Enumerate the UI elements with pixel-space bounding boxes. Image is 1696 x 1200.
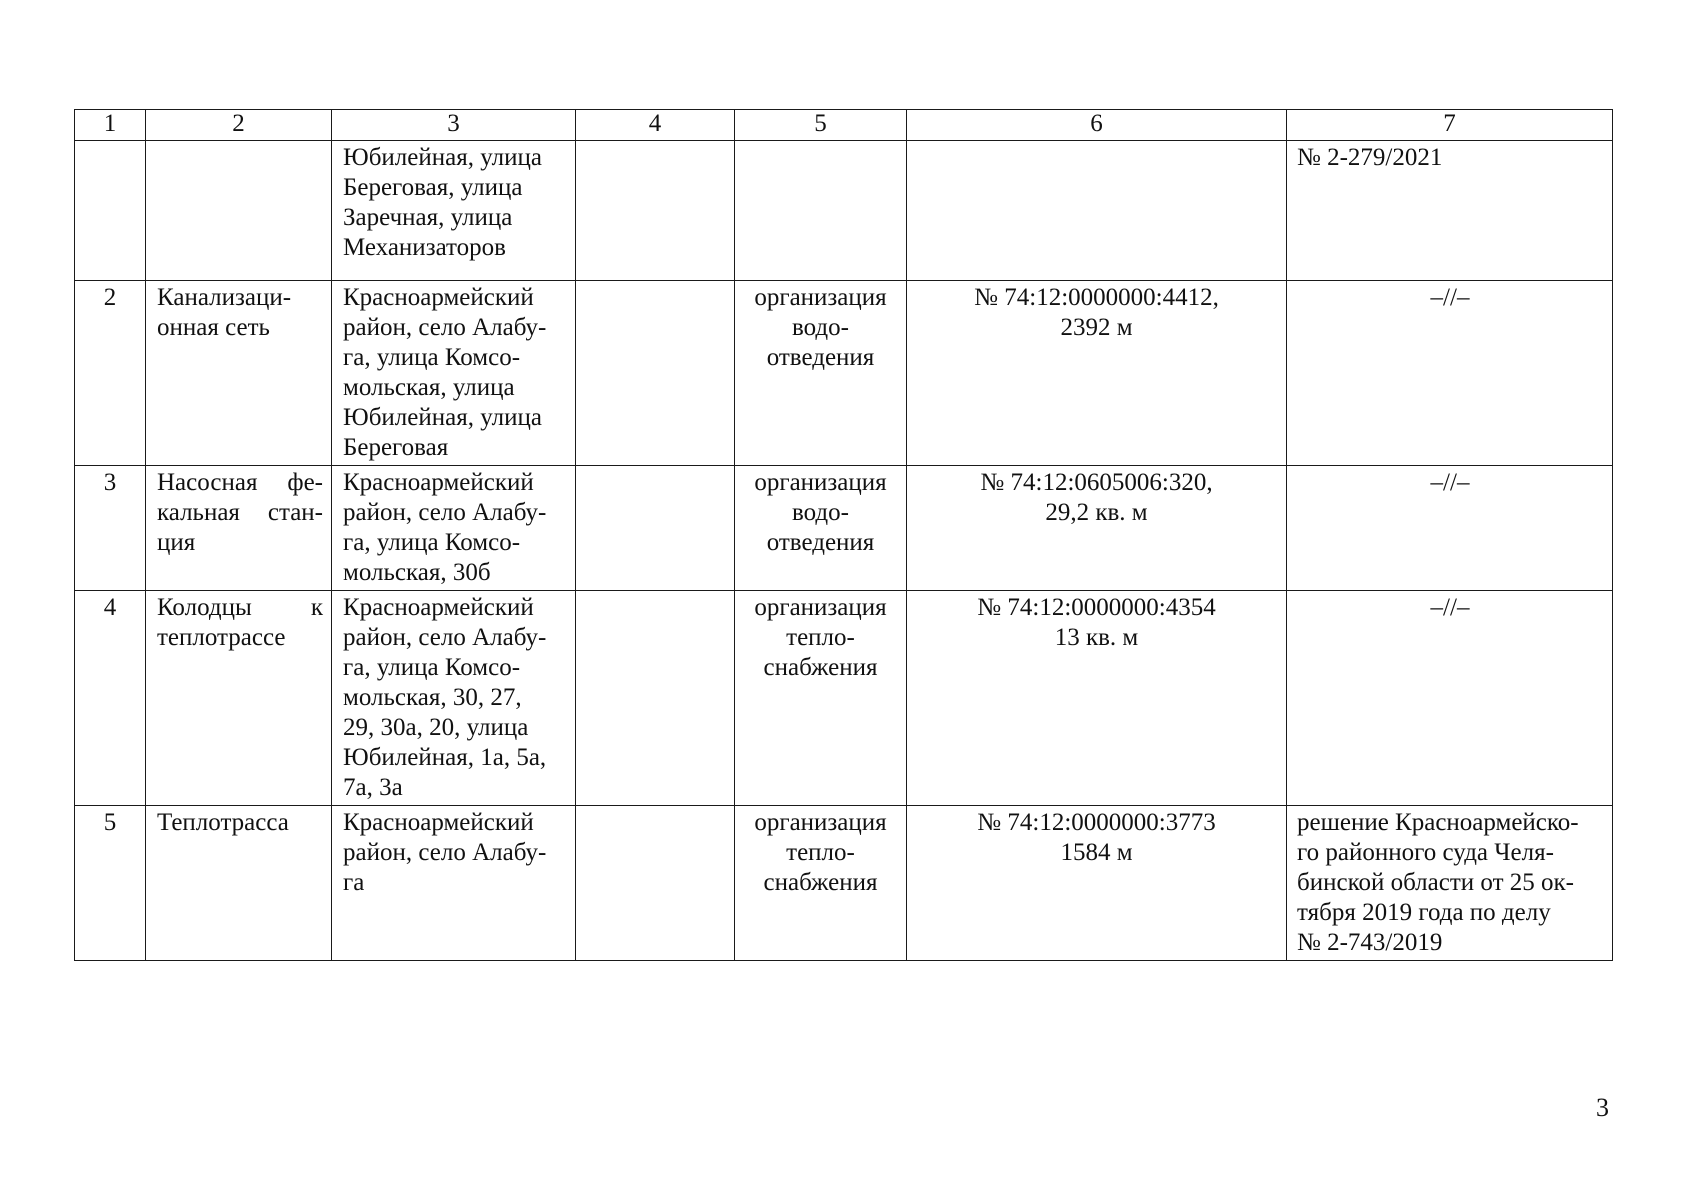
table-row	[75, 466, 1613, 591]
address-line: га	[343, 869, 365, 896]
address-line: Красноармейский	[343, 594, 534, 621]
header-col-5: 5	[735, 110, 907, 141]
header-col-2: 2	[146, 110, 332, 141]
org-line: снабжения	[763, 869, 878, 896]
row-number: 5	[75, 806, 146, 961]
cadastral-size: 29,2 кв. м	[1045, 499, 1148, 526]
object-address	[332, 806, 576, 961]
org-line: снабжения	[763, 654, 878, 681]
cadastral-size: 2392 м	[1060, 314, 1133, 341]
address-line: Береговая	[343, 434, 449, 461]
address-line: район, село Алабу-	[343, 314, 547, 341]
org-line: организация	[754, 284, 887, 311]
address-line: Красноармейский	[343, 469, 534, 496]
cadastral-info	[907, 591, 1287, 806]
address-line: район, село Алабу-	[343, 624, 547, 651]
address-line: Юбилейная, улица	[343, 144, 542, 171]
row-number: 4	[75, 591, 146, 806]
object-name: Насосная фе-кальная стан-ция	[146, 466, 332, 591]
col4-cell	[576, 806, 735, 961]
address-line: га, улица Комсо-	[343, 344, 521, 371]
basis-line: го районного суда Челя-	[1297, 839, 1554, 866]
basis-line: решение Красноармейско-	[1297, 809, 1579, 836]
table-row	[75, 806, 1613, 961]
cadastral-number: № 74:12:0605006:320,	[980, 469, 1213, 496]
address-line: Механизаторов	[343, 234, 506, 261]
row-number	[75, 141, 146, 281]
register-table	[74, 109, 1613, 961]
cadastral-number: № 74:12:0000000:4354	[977, 594, 1216, 621]
header-col-6: 6	[907, 110, 1287, 141]
header-row	[75, 110, 1613, 141]
operating-organization	[735, 591, 907, 806]
address-line: мольская, 30, 27,	[343, 684, 522, 711]
header-col-4: 4	[576, 110, 735, 141]
org-line: водо-	[792, 314, 849, 341]
operating-organization	[735, 806, 907, 961]
operating-organization	[735, 281, 907, 466]
org-line: тепло-	[786, 624, 855, 651]
table-row	[75, 281, 1613, 466]
col4-cell	[576, 281, 735, 466]
object-name: Канализаци-онная сеть	[146, 281, 332, 466]
operating-organization	[735, 141, 907, 281]
address-line: 7а, 3а	[343, 774, 403, 801]
object-address	[332, 281, 576, 466]
address-line: мольская, улица	[343, 374, 515, 401]
org-line: организация	[754, 809, 887, 836]
basis-line: бинской области от 25 ок-	[1297, 869, 1574, 896]
legal-basis: –//–	[1287, 281, 1613, 466]
col4-cell	[576, 591, 735, 806]
row-number: 3	[75, 466, 146, 591]
org-line: отведения	[766, 529, 875, 556]
legal-basis: –//–	[1287, 466, 1613, 591]
basis-line: № 2-743/2019	[1297, 929, 1443, 956]
object-name: Теплотрасса	[146, 806, 332, 961]
header-col-1: 1	[75, 110, 146, 141]
legal-basis: № 2-279/2021	[1287, 141, 1613, 281]
table-row	[75, 141, 1613, 281]
address-line: Юбилейная, 1а, 5а,	[343, 744, 547, 771]
org-line: тепло-	[786, 839, 855, 866]
cadastral-info	[907, 806, 1287, 961]
address-line: мольская, 30б	[343, 559, 491, 586]
row-number: 2	[75, 281, 146, 466]
basis-line: тября 2019 года по делу	[1297, 899, 1551, 926]
address-line: га, улица Комсо-	[343, 529, 521, 556]
cadastral-number: № 74:12:0000000:3773	[977, 809, 1216, 836]
address-line: Юбилейная, улица	[343, 404, 542, 431]
address-line: Береговая, улица	[343, 174, 523, 201]
cadastral-size: 13 кв. м	[1054, 624, 1139, 651]
object-address	[332, 141, 576, 281]
cadastral-info	[907, 281, 1287, 466]
org-line: водо-	[792, 499, 849, 526]
org-line: отведения	[766, 344, 875, 371]
address-line: Заречная, улица	[343, 204, 513, 231]
address-line: 29, 30а, 20, улица	[343, 714, 529, 741]
col4-cell	[576, 466, 735, 591]
object-address	[332, 591, 576, 806]
cadastral-info	[907, 466, 1287, 591]
cadastral-info	[907, 141, 1287, 281]
header-col-7: 7	[1287, 110, 1613, 141]
object-name: Колодцы к теплотрассе	[146, 591, 332, 806]
org-line: организация	[754, 469, 887, 496]
address-line: Красноармейский	[343, 284, 534, 311]
table-row	[75, 591, 1613, 806]
legal-basis: –//–	[1287, 591, 1613, 806]
cadastral-size: 1584 м	[1060, 839, 1133, 866]
address-line: район, село Алабу-	[343, 499, 547, 526]
legal-basis	[1287, 806, 1613, 961]
header-col-3: 3	[332, 110, 576, 141]
address-line: район, село Алабу-	[343, 839, 547, 866]
org-line: организация	[754, 594, 887, 621]
address-line: га, улица Комсо-	[343, 654, 521, 681]
address-line: Красноармейский	[343, 809, 534, 836]
object-address	[332, 466, 576, 591]
cadastral-number: № 74:12:0000000:4412,	[974, 284, 1219, 311]
page-number: 3	[1596, 1093, 1609, 1122]
object-name	[146, 141, 332, 281]
operating-organization	[735, 466, 907, 591]
col4-cell	[576, 141, 735, 281]
